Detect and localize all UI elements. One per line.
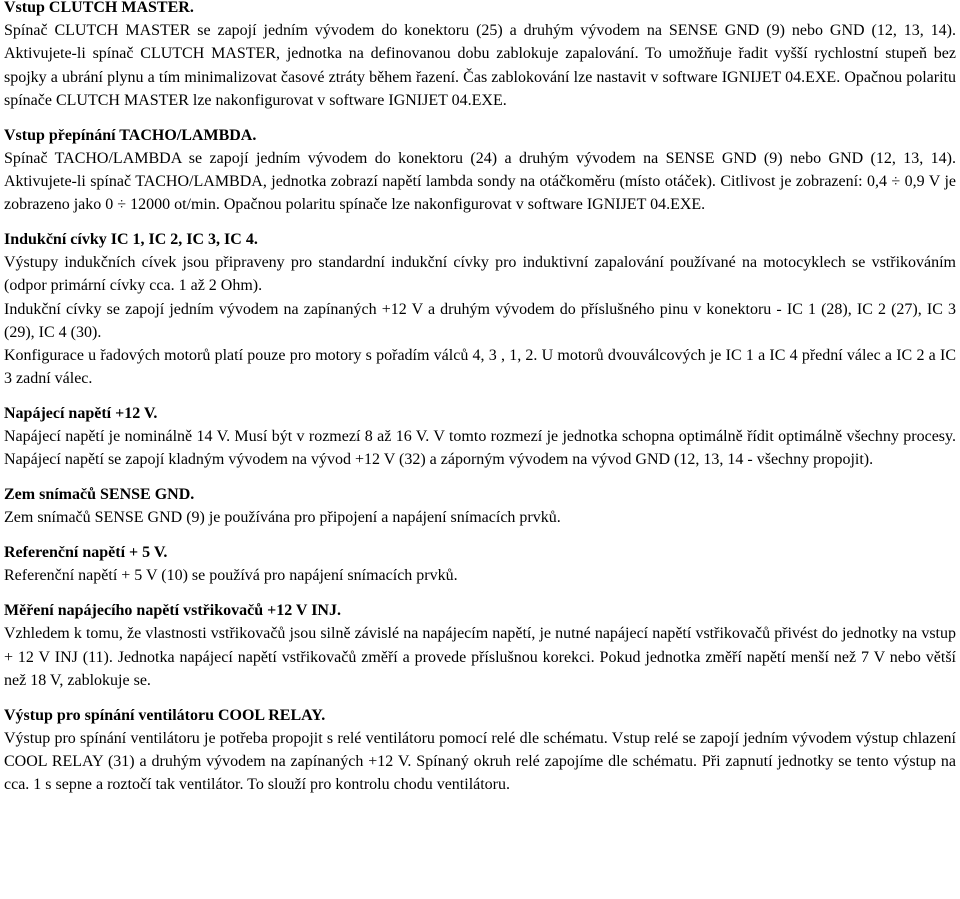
section-heading: Měření napájecího napětí vstřikovačů +12 V INJ. xyxy=(4,602,341,620)
section-sense-gnd xyxy=(4,483,956,529)
section-paragraph: Zem snímačů SENSE GND (9) je používána pro připojení a napájení snímacích prvků. xyxy=(4,509,561,527)
section-tacho-lambda xyxy=(4,124,956,217)
section-injector-voltage xyxy=(4,599,956,692)
section-paragraph: Indukční cívky se zapojí jedním vývodem na zapínaných +12 V a druhým vývodem do příslušného pinu v konektoru - IC 1 (28), IC 2 (27), IC 3 (29), IC 4 (30). xyxy=(4,300,956,341)
section-paragraph: Spínač TACHO/LAMBDA se zapojí jedním vývodem do konektoru (24) a druhým vývodem na SENSE GND (9) nebo GND (12, 13, 14). Aktivujete-li spínač TACHO/LAMBDA, jednotka zobrazí napětí lambda sondy na otáčkoměru (místo otáček). Citlivost je zobrazení: 0,4 ÷ 0,9 V je zobrazeno jako 0 ÷ 12000 ot/min. Opačnou polaritu spínače lze nakonfigurovat v software IGNIJET 04.EXE. xyxy=(4,149,956,214)
section-paragraph: Konfigurace u řadových motorů platí pouze pro motory s pořadím válců 4, 3 , 1, 2. U motorů dvouválcových je IC 1 a IC 4 přední válec a IC 2 a IC 3 zadní válec. xyxy=(4,347,956,388)
section-paragraph: Výstup pro spínání ventilátoru je potřeba propojit s relé ventilátoru pomocí relé dle schématu. Vstup relé se zapojí jedním vývodem výstup chlazení COOL RELAY (31) a druhým vývodem na zapínaných +12 V. Spínaný okruh relé zapojíme dle schématu. Při zapnutí jednotky se tento výstup na cca. 1 s sepne a roztočí tak ventilátor. To slouží pro kontrolu chodu ventilátoru. xyxy=(4,729,956,794)
section-heading: Výstup pro spínání ventilátoru COOL RELAY. xyxy=(4,706,326,724)
section-paragraph: Výstupy indukčních cívek jsou připraveny pro standardní indukční cívky pro induktivní zapalování používané na motocyklech se vstřikováním (odpor primární cívky cca. 1 až 2 Ohm). xyxy=(4,254,956,295)
section-induction-coils xyxy=(4,228,956,390)
section-clutch-master xyxy=(4,0,956,112)
section-heading: Vstup přepínání TACHO/LAMBDA. xyxy=(4,126,257,144)
section-paragraph: Vzhledem k tomu, že vlastnosti vstřikovačů jsou silně závislé na napájecím napětí, je nutné napájecí napětí vstřikovačů přivést do jednotky na vstup + 12 V INJ (11). Jednotka napájecí napětí vstřikovačů změří a provede příslušnou korekci. Pokud jednotka změří napětí menší než 7 V nebo větší než 18 V, zablokuje se. xyxy=(4,625,956,689)
section-heading: Referenční napětí + 5 V. xyxy=(4,544,168,562)
section-heading: Vstup CLUTCH MASTER. xyxy=(4,0,194,16)
section-paragraph: Napájecí napětí je nominálně 14 V. Musí být v rozmezí 8 až 16 V. V tomto rozmezí je jednotka schopna optimálně řídit optimálně všechny procesy. Napájecí napětí se zapojí kladným vývodem na vývod +12 V (32) a záporným vývodem na vývod GND (12, 13, 14 - všechny propojit). xyxy=(4,428,956,469)
section-reference-voltage xyxy=(4,541,956,587)
section-supply-voltage xyxy=(4,402,956,472)
section-heading: Zem snímačů SENSE GND. xyxy=(4,486,195,504)
section-paragraph: Spínač CLUTCH MASTER se zapojí jedním vývodem do konektoru (25) a druhým vývodem na SENSE GND (9) nebo GND (12, 13, 14). Aktivujete-li spínač CLUTCH MASTER, jednotka na definovanou dobu zablokuje zapalování. To umožňuje řadit vyšší rychlostní stupeň bez spojky a ubrání plynu a tím minimalizovat časové ztráty během řazení. Čas zablokování lze nastavit v software IGNIJET 04.EXE. Opačnou polaritu spínače CLUTCH MASTER lze nakonfigurovat v software IGNIJET 04.EXE. xyxy=(4,22,956,109)
section-heading: Indukční cívky IC 1, IC 2, IC 3, IC 4. xyxy=(4,231,258,249)
section-heading: Napájecí napětí +12 V. xyxy=(4,405,158,423)
document-body xyxy=(4,0,956,808)
section-paragraph: Referenční napětí + 5 V (10) se používá pro napájení snímacích prvků. xyxy=(4,567,458,585)
section-cool-relay xyxy=(4,704,956,797)
